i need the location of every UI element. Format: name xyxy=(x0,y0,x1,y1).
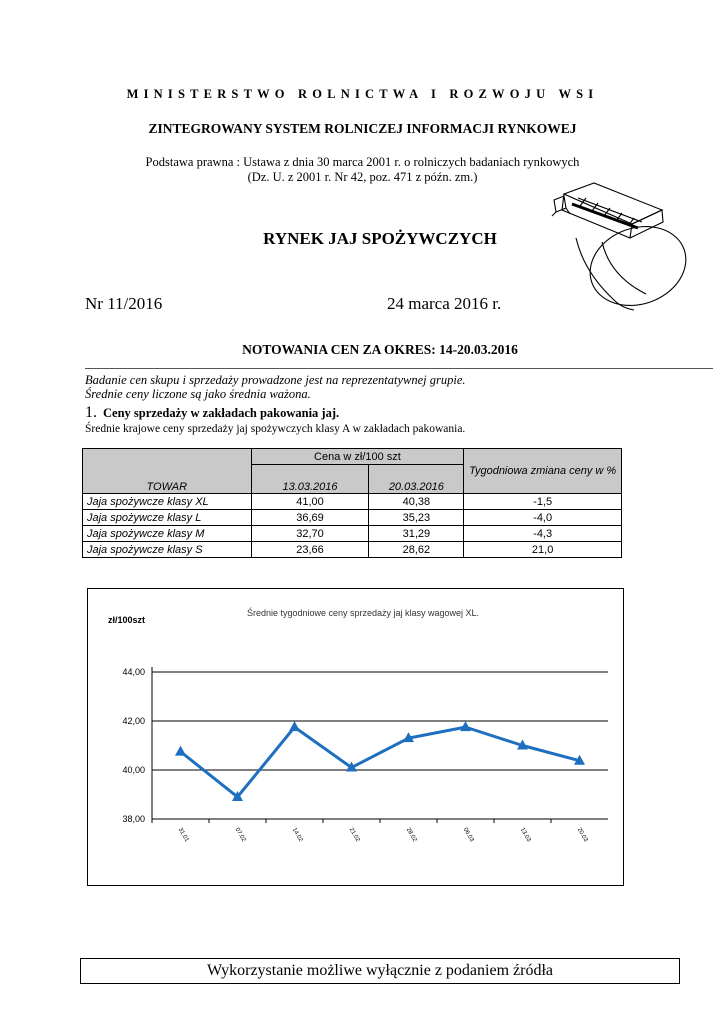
price-curr: 31,29 xyxy=(369,526,464,542)
price-prev: 41,00 xyxy=(251,494,369,510)
y-tick-label: 42,00 xyxy=(122,716,145,726)
legal-basis-line-1: Podstawa prawna : Ustawa z dnia 30 marca 2001 r. o rolniczych badaniach rynkowych xyxy=(145,155,580,169)
section-1-number: 1. xyxy=(85,404,97,421)
price-change: -1,5 xyxy=(464,494,622,510)
price-prev: 36,69 xyxy=(251,510,369,526)
legal-basis-line-2: (Dz. U. z 2001 r. Nr 42, poz. 471 z późn. zm.) xyxy=(247,170,478,184)
system-name: ZINTEGROWANY SYSTEM ROLNICZEJ INFORMACJI RYNKOWEJ xyxy=(148,121,577,136)
price-change: 21,0 xyxy=(464,542,622,558)
data-point-marker xyxy=(460,721,471,731)
x-tick-label: 07.02 xyxy=(233,827,247,844)
issue-number: Nr 11/2016 xyxy=(85,294,163,313)
quotation-period: NOTOWANIA CEN ZA OKRES: 14-20.03.2016 xyxy=(242,342,518,357)
divider xyxy=(85,368,713,369)
ministry-name: MINISTERSTWO ROLNICTWA I ROZWOJU WSI xyxy=(126,87,599,101)
note-line-1: Badanie cen skupu i sprzedaży prowadzone jest na reprezentatywnej grupie. xyxy=(85,373,466,387)
col-date1-header: 13.03.2016 xyxy=(251,465,369,494)
table-header-row xyxy=(83,449,622,465)
chart-title: Średnie tygodniowe ceny sprzedaży jaj klasy wagowej XL. xyxy=(246,608,480,618)
x-tick-label: 06.03 xyxy=(461,827,475,844)
col-date2-header: 20.03.2016 xyxy=(369,465,464,494)
price-table xyxy=(82,448,622,558)
price-prev: 32,70 xyxy=(251,526,369,542)
x-tick-label: 20.03 xyxy=(575,827,589,844)
x-tick-label: 31.01 xyxy=(176,827,190,844)
price-change: -4,0 xyxy=(464,510,622,526)
issue-date: 24 marca 2016 r. xyxy=(387,294,502,313)
price-chart xyxy=(88,589,623,885)
note-line-2: Średnie ceny liczone są jako średnia ważona. xyxy=(85,387,311,401)
y-tick-label: 44,00 xyxy=(122,667,145,677)
table-row xyxy=(83,494,622,510)
price-curr: 35,23 xyxy=(369,510,464,526)
price-prev: 23,66 xyxy=(251,542,369,558)
egg-box-illustration xyxy=(550,180,700,320)
source-notice: Wykorzystanie możliwe wyłącznie z podaniem źródła xyxy=(80,958,680,984)
y-tick-label: 38,00 xyxy=(122,814,145,824)
col-product-header: TOWAR xyxy=(83,449,252,494)
product-name: Jaja spożywcze klasy S xyxy=(83,542,252,558)
product-name: Jaja spożywcze klasy XL xyxy=(83,494,252,510)
report-title: RYNEK JAJ SPOŻYWCZYCH xyxy=(263,229,497,248)
price-change: -4,3 xyxy=(464,526,622,542)
price-curr: 28,62 xyxy=(369,542,464,558)
section-1-title: Ceny sprzedaży w zakładach pakowania jaj. xyxy=(103,406,340,420)
chart-y-axis-label: zł/100szt xyxy=(108,615,146,625)
x-tick-label: 28.02 xyxy=(404,827,418,844)
product-name: Jaja spożywcze klasy M xyxy=(83,526,252,542)
series-line xyxy=(181,727,580,797)
data-point-marker xyxy=(175,746,186,756)
section-1-description: Średnie krajowe ceny sprzedaży jaj spożywczych klasy A w zakładach pakowania. xyxy=(85,423,466,435)
data-point-marker xyxy=(289,721,300,731)
price-chart-frame xyxy=(87,588,624,886)
table-row xyxy=(83,542,622,558)
y-tick-label: 40,00 xyxy=(122,765,145,775)
x-tick-label: 13.03 xyxy=(518,827,532,844)
section-1-heading xyxy=(85,404,339,422)
col-price-group-header: Cena w zł/100 szt xyxy=(251,449,464,465)
table-row xyxy=(83,510,622,526)
x-tick-label: 14.02 xyxy=(290,827,304,844)
price-curr: 40,38 xyxy=(369,494,464,510)
table-row xyxy=(83,526,622,542)
product-name: Jaja spożywcze klasy L xyxy=(83,510,252,526)
x-tick-label: 21.02 xyxy=(347,827,361,844)
col-change-header: Tygodniowa zmiana ceny w % xyxy=(464,449,622,494)
